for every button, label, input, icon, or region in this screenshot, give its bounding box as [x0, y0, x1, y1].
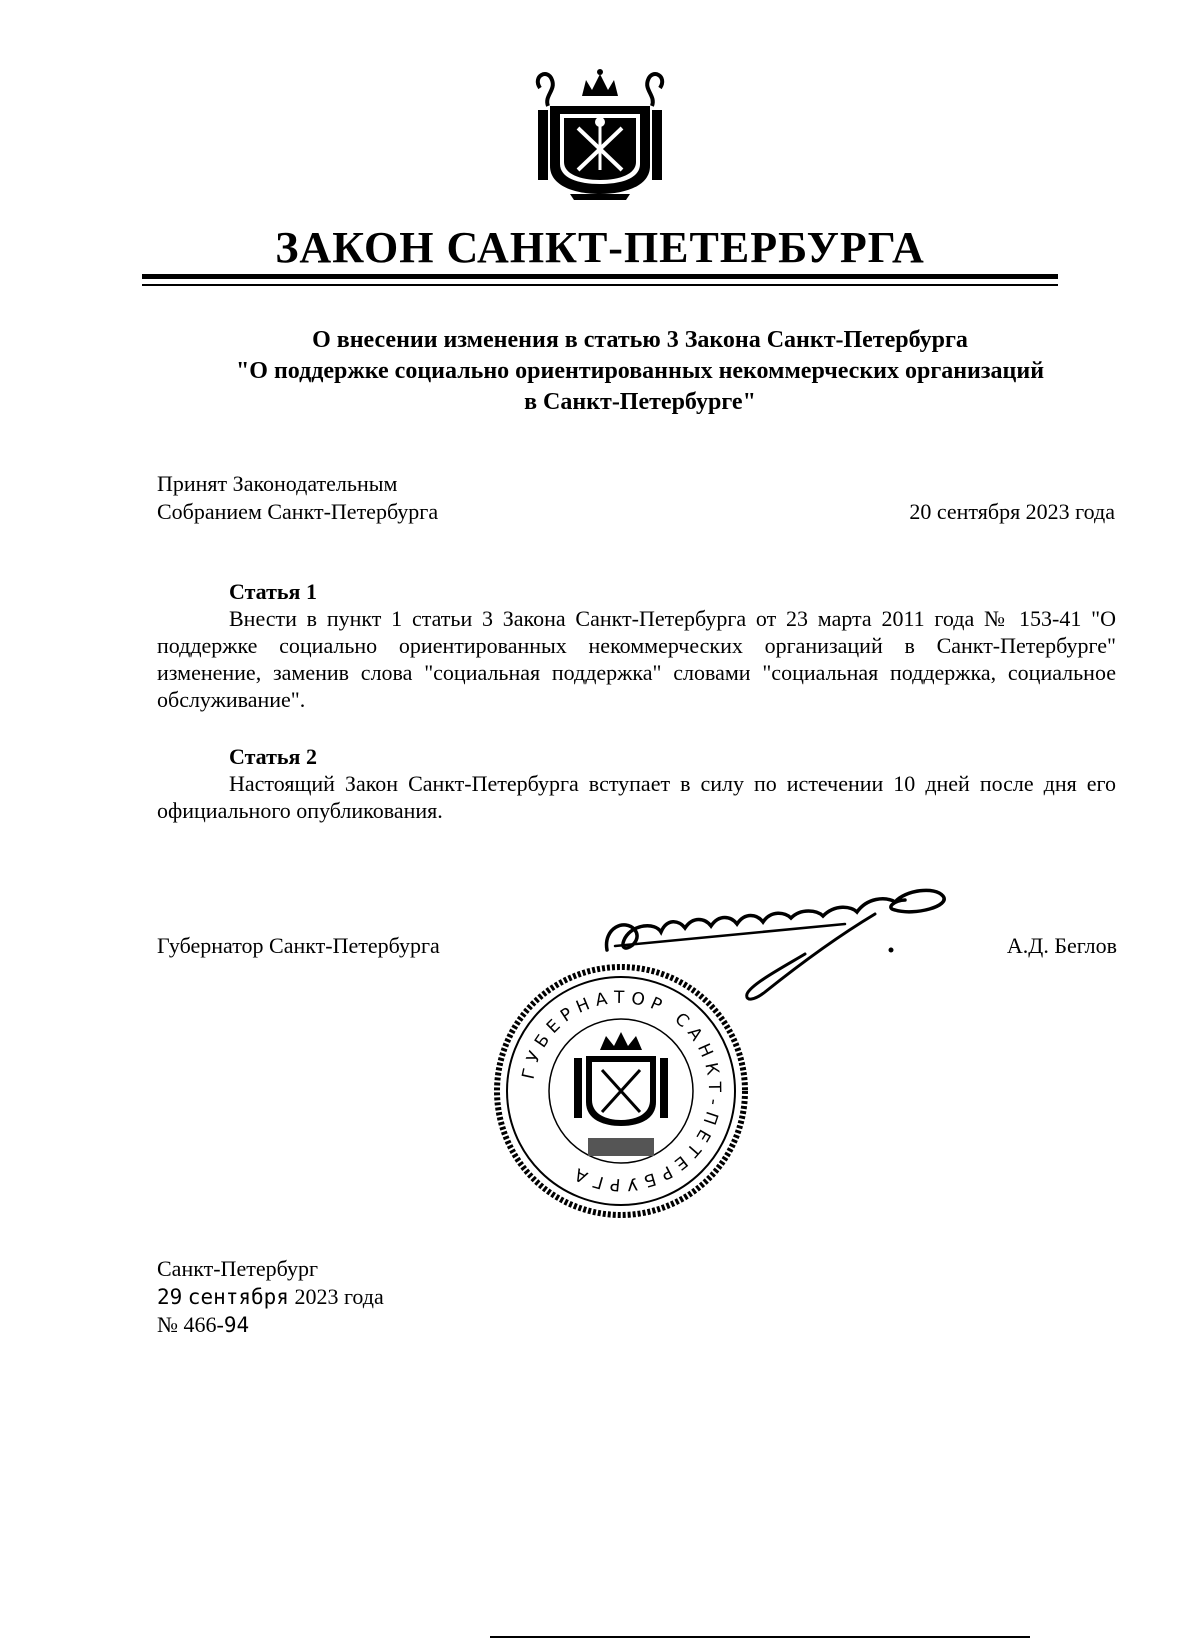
governor-position: Губернатор Санкт-Петербурга: [157, 933, 440, 958]
page-bottom-rule: [490, 1636, 1030, 1638]
adoption-line-2: Собранием Санкт-Петербурга: [157, 499, 439, 524]
subject-line-1: О внесении изменения в статью 3 Закона Санкт-Петербурга: [312, 327, 968, 353]
signing-city: Санкт-Петербург: [157, 1256, 318, 1281]
signing-date: [157, 1283, 384, 1311]
title-underline-thin: [142, 284, 1058, 286]
governor-seal-icon: [492, 962, 750, 1220]
article-heading: Статья 2: [229, 744, 317, 769]
law-subject: [150, 325, 1130, 418]
signing-year: 2023 года: [294, 1284, 384, 1309]
adoption-line-1: Принят Законодательным: [157, 471, 398, 496]
subject-line-3: в Санкт-Петербурге": [524, 389, 756, 415]
law-number: [157, 1311, 384, 1339]
adoption-body: [157, 470, 438, 526]
signing-day: 29: [157, 1285, 183, 1309]
st-petersburg-coat-of-arms-icon: [530, 66, 670, 201]
adoption-date: 20 сентября 2023 года: [909, 499, 1115, 524]
article-1: [157, 578, 1116, 713]
article-2: [157, 743, 1116, 824]
subject-line-2: "О поддержке социально ориентированных некоммерческих организаций: [235, 358, 1045, 384]
law-number-prefix: № 466-: [157, 1312, 224, 1337]
title-underline-thick: [142, 274, 1058, 279]
document-title: ЗАКОН САНКТ-ПЕТЕРБУРГА: [275, 223, 925, 272]
seal-text: ГУБЕРНАТОР САНКТ-ПЕТЕРБУРГА: [518, 987, 725, 1195]
governor-name: А.Д. Беглов: [1006, 933, 1117, 958]
article-body: Настоящий Закон Санкт-Петербурга вступает в силу по истечении 10 дней после дня его официального опубликования.: [157, 771, 1116, 823]
signing-month: сентября: [187, 1285, 289, 1309]
signing-details: [157, 1255, 384, 1339]
article-heading: Статья 1: [229, 579, 317, 604]
law-number-value: 94: [223, 1313, 250, 1337]
article-body: Внести в пункт 1 статьи 3 Закона Санкт-Петербурга от 23 марта 2011 года № 153-41 "О поддержке социально ориентированных некоммерческих организаций в Санкт-Петербурге" изменение, заменив слова "социальная поддержка" словами "социальная поддержка, социальное обслуживание".: [157, 606, 1116, 712]
